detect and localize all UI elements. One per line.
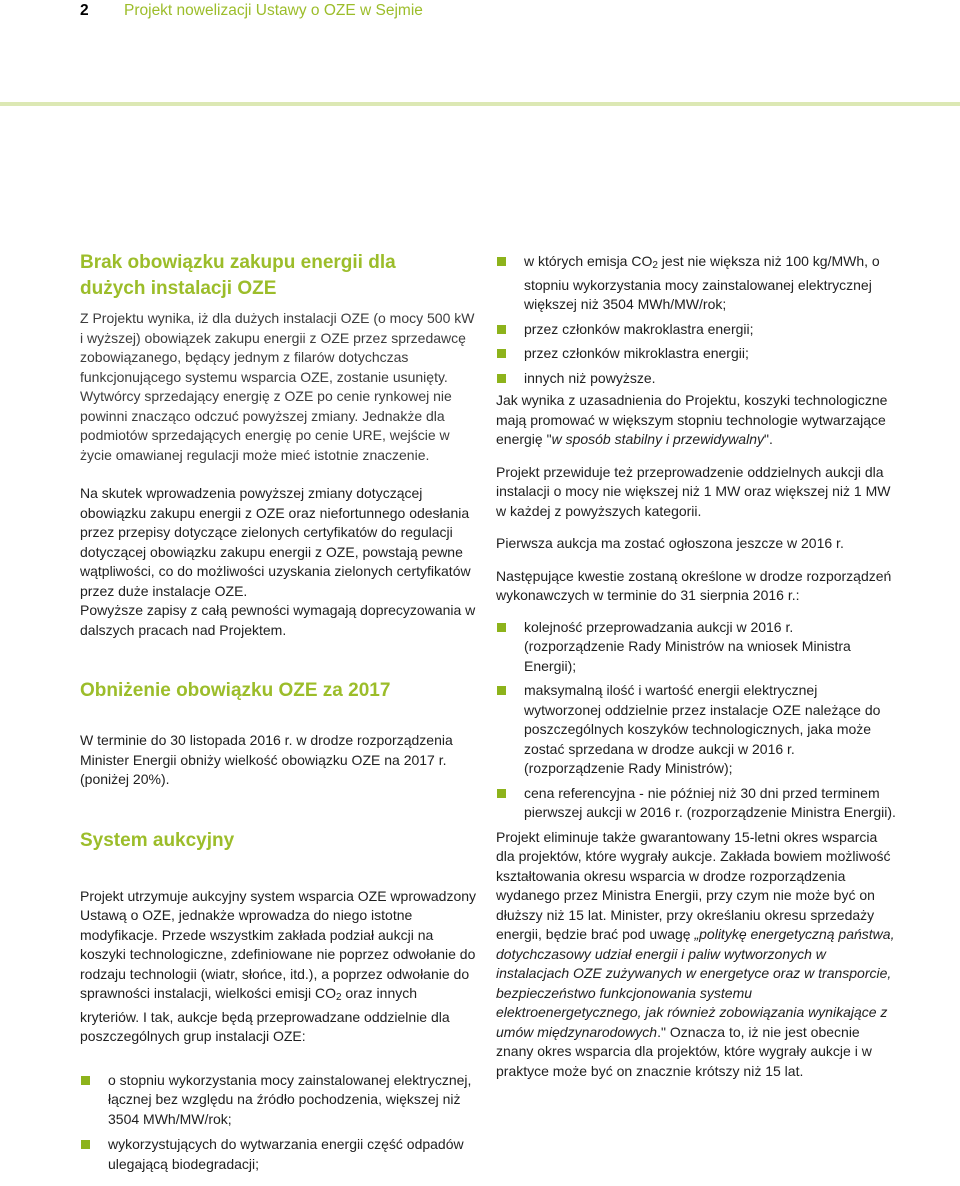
italic-quote: „politykę energetyczną państwa, dotychczasowy udział energii i paliw wytworzonych w instalacjach OZE zużywanych w energetyce oraz w transporcie, bezpieczeństwo funkcjonowania systemu elektroenergetycznego, jak również zobowiązania wynikające z umów międzynarodowych (496, 926, 895, 1040)
list-item: maksymalną ilość i wartość energii elektrycznej wytworzonej oddzielnie przez instalacje OZE należące do poszczególnych koszyków technologicznych, jaka może zostać sprzedana w drodze aukcji w 2016 r. (rozporządzenie Rady Ministrów); (496, 681, 896, 779)
list-item: o stopniu wykorzystania mocy zainstalowanej elektrycznej, łącznej bez względu na źródło pochodzenia, większej niż 3504 MWh/MW/rok; (80, 1071, 480, 1130)
list-item: przez członków mikroklastra energii; (496, 344, 896, 364)
list-item: w których emisja $CO_2$ jest nie większa niż 100 kg/MWh, o stopniu wykorzystania mocy zainstalowanej elektrycznej większej niż 3504 MWh/MW/rok; (496, 252, 896, 315)
square-bullet-icon (497, 789, 506, 798)
heading-line-2: dużych instalacji OZE (80, 278, 277, 299)
technology-baskets-paragraph: Jak wynika z uzasadnienia do Projektu, koszyki technologiczne mają promować w większym stopniu technologie wytwarzające energię "w sposób stabilny i przewidywalny". (496, 392, 888, 447)
square-bullet-icon (81, 1076, 90, 1085)
section-heading-oze-obligation-2017: Obniżenie obowiązku OZE za 2017 (80, 680, 391, 701)
obligation-2017-paragraph: W terminie do 30 listopada 2016 r. w drodze rozporządzenia Minister Energii obniży wielkość obowiązku OZE na 2017 r. (poniżej 20%). (80, 732, 453, 787)
square-bullet-icon (497, 349, 506, 358)
purchase-obligation-paragraph: Z Projektu wynika, iż dla dużych instalacji OZE (o mocy 500 kW i wyższej) obowiązek zakupu energii z OZE przez sprzedawcę zobowiązanego, będący jednym z filarów dotychczas funkcjonującego systemu wsparcia OZE, zostanie usunięty. Wytwórcy sprzedający energię z OZE po cenie rynkowej nie powinni znacząco odczuć powyższej zmiany. Jednakże dla podmiotów sprzedających energię po cenie URE, wejście w życie omawianej regulacji może mieć istotnie znaczenie. (80, 310, 475, 463)
auction-groups-list-continued (496, 252, 896, 388)
heading-line-1: Brak obowiązku zakupu energii dla (80, 252, 396, 273)
section-heading-auction-system: System aukcyjny (80, 829, 235, 851)
separate-auctions-paragraph: Projekt przewiduje też przeprowadzenie oddzielnych aukcji dla instalacji o mocy nie większej niż 1 MW oraz większej niż 1 MW w każdej z powyższych kategorii. (496, 463, 891, 519)
square-bullet-icon (497, 374, 506, 383)
consequences-paragraph: Na skutek wprowadzenia powyższej zmiany dotyczącej obowiązku zakupu energii z OZE oraz niefortunnego odesłania przez przepisy dotyczące zielonych certyfikatów do regulacji dotyczącej obowiązku zakupu energii z OZE, powstają pewne wątpliwości, co do możliwości uzyskania zielonych certyfikatów przez duże instalacje OZE. (80, 485, 471, 599)
auction-text-part-1: Projekt utrzymuje aukcyjny system wsparcia OZE wprowadzony Ustawą o OZE, jednakże wprowadza do niego istotne modyfikacje. Przede wszystkim zakłada podział aukcji na koszyki technologiczne, zdefiniowane nie poprzez odwołanie do rodzaju technologii (wiatr, słońce, itd.), a poprzez odwołanie do sprawności instalacji, wielkości emisji CO (80, 887, 477, 1001)
auction-groups-list (80, 1071, 480, 1175)
square-bullet-icon (497, 325, 506, 334)
header-divider (0, 102, 960, 106)
square-bullet-icon (497, 686, 506, 695)
auction-text-part-2: oraz innych kryteriów. I tak, aukcje będą przeprowadzane oddzielnie dla poszczególnych grup instalacji OZE: (80, 985, 450, 1044)
right-column (496, 252, 896, 1081)
regulations-list (496, 618, 896, 823)
support-period-paragraph: Projekt eliminuje także gwarantowany 15-letni okres wsparcia dla projektów, które wygrały aukcje. Zakłada bowiem możliwość kształtowania okresu wsparcia w drodze rozporządzenia wydanego przez Ministra Energii, przy czym nie może być on dłuższy niż 15 lat. Minister, przy określaniu okresu sprzedaży energii, będzie brać pod uwagę „politykę energetyczną państwa, dotychczasowy udział energii i paliw wytworzonych w instalacjach OZE zużywanych w energetyce oraz w transporcie, bezpieczeństwo funkcjonowania systemu elektroenergetycznego, jak również zobowiązania wynikające z umów międzynarodowych." Oznacza to, iż nie jest obecnie znany okres wsparcia dla projektów, które wygrały aukcje i w praktyce może być on znacznie krótszy niż 15 lat. (496, 828, 895, 1079)
co2-subscript: 2 (652, 260, 658, 271)
list-item: przez członków makroklastra energii; (496, 320, 896, 340)
square-bullet-icon (497, 623, 506, 632)
running-header-title: Projekt nowelizacji Ustawy o OZE w Sejmie (124, 2, 423, 19)
co2-subscript: 2 (335, 992, 342, 1003)
square-bullet-icon (81, 1140, 90, 1149)
clarification-paragraph: Powyższe zapisy z całą pewności wymagają doprecyzowania w dalszych pracach nad Projektem. (80, 602, 476, 638)
section-heading-purchase-obligation (80, 250, 480, 302)
first-auction-paragraph: Pierwsza aukcja ma zostać ogłoszona jeszcze w 2016 r. (496, 535, 844, 551)
list-item: cena referencyjna - nie później niż 30 dni przed terminem pierwszej aukcji w 2016 r. (rozporządzenie Ministra Energii). (496, 784, 896, 823)
page-number: 2 (80, 2, 89, 19)
list-item: innych niż powyższe. (496, 369, 896, 389)
square-bullet-icon (497, 257, 506, 266)
list-item: wykorzystujących do wytwarzania energii część odpadów ulegającą biodegradacji; (80, 1135, 480, 1174)
list-item: kolejność przeprowadzania aukcji w 2016 r. (rozporządzenie Rady Ministrów na wniosek Ministra Energii); (496, 618, 896, 677)
italic-quote: w sposób stabilny i przewidywalny (551, 431, 764, 447)
regulations-intro-paragraph: Następujące kwestie zostaną określone w drodze rozporządzeń wykonawczych w terminie do 31 sierpnia 2016 r.: (496, 567, 892, 603)
auction-system-paragraph (80, 887, 480, 1047)
left-column (80, 250, 480, 1174)
